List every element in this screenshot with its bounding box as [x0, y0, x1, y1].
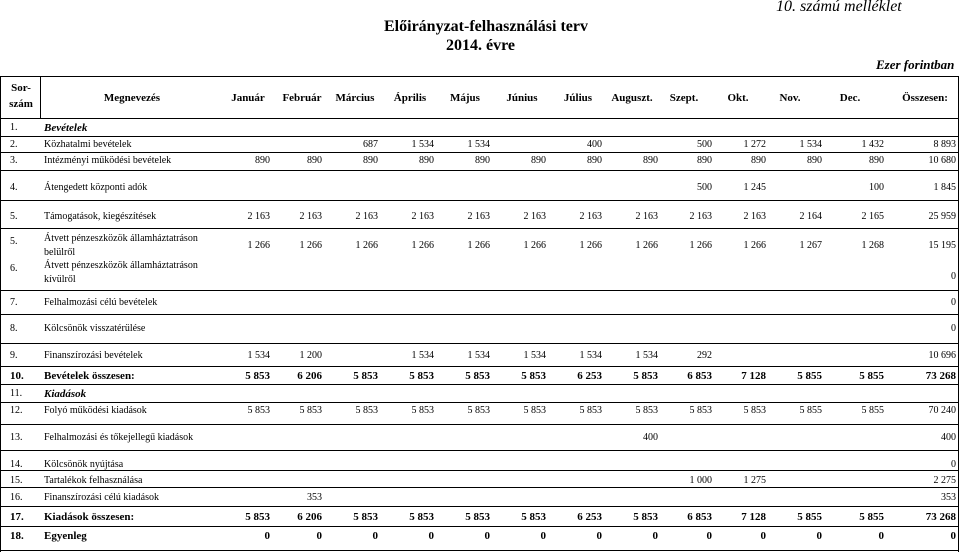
value-cell: 890	[587, 155, 602, 166]
value-cell: 5 855	[797, 511, 822, 523]
value-cell: 6 253	[577, 370, 602, 382]
row-label: Közhatalmi bevételek	[44, 139, 132, 150]
value-cell: 6 853	[687, 511, 712, 523]
value-cell: 2 164	[799, 211, 822, 222]
value-cell: 0	[878, 530, 884, 542]
row-label: Felhalmozási és tőkejellegű kiadások	[44, 432, 194, 443]
value-cell: 5 853	[465, 511, 490, 523]
month-header: Július	[563, 92, 593, 104]
value-cell: 5 853	[467, 405, 490, 416]
value-cell: 1 534	[523, 350, 546, 361]
value-cell: 1 266	[743, 240, 766, 251]
value-cell: 5 853	[743, 405, 766, 416]
header-divider	[40, 76, 41, 118]
row-label: Átvett pénzeszközök államháztatráson kívülről	[44, 260, 198, 285]
row-separator	[0, 450, 958, 451]
value-cell: 1 266	[635, 240, 658, 251]
value-cell: 500	[697, 139, 712, 150]
row-number: 1.	[10, 122, 18, 133]
row-number: 10.	[10, 370, 24, 382]
value-cell: 890	[419, 155, 434, 166]
value-cell: 1 200	[299, 350, 322, 361]
row-number: 13.	[10, 432, 23, 443]
month-header: Április	[393, 92, 427, 104]
value-cell: 1 266	[579, 240, 602, 251]
value-cell: 1 534	[635, 350, 658, 361]
value-cell: 890	[363, 155, 378, 166]
row-number: 5.	[10, 211, 18, 222]
row-separator	[0, 314, 958, 315]
value-cell: 2 163	[579, 211, 602, 222]
value-cell: 1 534	[467, 139, 490, 150]
value-cell: 5 853	[633, 370, 658, 382]
total-cell: 10 696	[928, 350, 956, 361]
row-label: Bevételek összesen:	[44, 370, 135, 382]
row-separator	[0, 506, 958, 507]
value-cell: 1 534	[799, 139, 822, 150]
total-header: Összesen:	[902, 92, 948, 104]
total-cell: 73 268	[925, 511, 956, 523]
row-separator	[0, 152, 958, 153]
value-cell: 890	[255, 155, 270, 166]
value-cell: 5 853	[411, 405, 434, 416]
row-label: Finanszírozási bevételek	[44, 350, 143, 361]
row-number: 8.	[10, 323, 18, 334]
value-cell: 5 853	[247, 405, 270, 416]
value-cell: 5 853	[523, 405, 546, 416]
row-label: Támogatások, kiegészítések	[44, 211, 157, 222]
value-cell: 0	[428, 530, 434, 542]
value-cell: 2 163	[299, 211, 322, 222]
row-label: Kölcsönök nyújtása	[44, 459, 124, 470]
value-cell: 5 855	[799, 405, 822, 416]
value-cell: 6 253	[577, 511, 602, 523]
value-cell: 5 855	[861, 405, 884, 416]
value-cell: 0	[652, 530, 658, 542]
value-cell: 890	[307, 155, 322, 166]
row-separator	[0, 470, 958, 471]
row-label: Átengedett központi adók	[44, 182, 148, 193]
value-cell: 890	[807, 155, 822, 166]
value-cell: 5 853	[409, 511, 434, 523]
value-cell: 1 268	[861, 240, 884, 251]
row-number: 16.	[10, 492, 23, 503]
value-cell: 1 432	[861, 139, 884, 150]
value-cell: 5 853	[353, 370, 378, 382]
total-cell: 0	[951, 297, 956, 308]
value-cell: 1 534	[411, 139, 434, 150]
value-cell: 2 163	[743, 211, 766, 222]
row-label-line2: kívülről	[44, 274, 76, 285]
value-cell: 1 266	[411, 240, 434, 251]
row-separator	[0, 290, 958, 291]
row-label: Finanszírozási célú kiadások	[44, 492, 159, 503]
month-header: Január	[231, 92, 265, 104]
total-cell: 0	[951, 459, 956, 470]
table-bottom-border	[0, 550, 958, 551]
row-label: Felhalmozási célú bevételek	[44, 297, 158, 308]
row-label: Egyenleg	[44, 530, 87, 542]
month-header: Nov.	[779, 92, 801, 104]
value-cell: 2 163	[247, 211, 270, 222]
value-cell: 0	[816, 530, 822, 542]
value-cell: 5 855	[797, 370, 822, 382]
value-cell: 0	[316, 530, 322, 542]
value-cell: 0	[596, 530, 602, 542]
total-cell: 8 893	[933, 139, 956, 150]
value-cell: 5 853	[635, 405, 658, 416]
total-cell: 0	[950, 530, 956, 542]
row-number: 18.	[10, 530, 24, 542]
value-cell: 890	[869, 155, 884, 166]
unit-label: Ezer forintban	[876, 57, 955, 72]
row-number: 11.	[10, 388, 23, 399]
month-header: Auguszt.	[611, 92, 653, 104]
row-separator	[0, 343, 958, 344]
row-separator	[0, 384, 958, 385]
month-header: Május	[450, 92, 480, 104]
total-cell: 353	[941, 492, 956, 503]
value-cell: 5 853	[355, 405, 378, 416]
value-cell: 0	[540, 530, 546, 542]
total-cell: 2 275	[933, 475, 956, 486]
total-cell: 10 680	[928, 155, 956, 166]
value-cell: 5 855	[859, 511, 884, 523]
value-cell: 890	[643, 155, 658, 166]
value-cell: 5 853	[409, 370, 434, 382]
row-separator	[0, 366, 958, 367]
value-cell: 1 275	[743, 475, 766, 486]
row-label: Intézményi működési bevételek	[44, 155, 172, 166]
value-cell: 1 534	[411, 350, 434, 361]
value-cell: 1 266	[523, 240, 546, 251]
value-cell: 292	[697, 350, 712, 361]
row-number: 2.	[10, 139, 18, 150]
row-label: Bevételek	[44, 122, 88, 134]
value-cell: 5 853	[689, 405, 712, 416]
annex-label: 10. számú melléklet	[776, 0, 902, 15]
value-cell: 353	[307, 492, 322, 503]
value-cell: 5 853	[465, 370, 490, 382]
row-label: Kiadások	[44, 388, 87, 400]
header-top-border	[0, 76, 958, 77]
total-cell: 0	[951, 271, 956, 282]
value-cell: 100	[869, 182, 884, 193]
row-label-line2: belülről	[44, 247, 76, 258]
value-cell: 2 163	[355, 211, 378, 222]
value-cell: 0	[372, 530, 378, 542]
value-cell: 2 163	[523, 211, 546, 222]
table-right-border	[958, 76, 959, 552]
value-cell: 5 853	[245, 370, 270, 382]
value-cell: 5 853	[299, 405, 322, 416]
row-number: 6.	[10, 263, 18, 274]
row-label: Folyó működési kiadások	[44, 405, 147, 416]
value-cell: 7 128	[741, 370, 766, 382]
value-cell: 500	[697, 182, 712, 193]
value-cell: 890	[531, 155, 546, 166]
value-cell: 0	[706, 530, 712, 542]
value-cell: 400	[643, 432, 658, 443]
row-label: Kölcsönök visszatérülése	[44, 323, 146, 334]
row-label: Átvett pénzeszközök államháztatráson belülről	[44, 233, 198, 258]
month-header: Március	[335, 92, 375, 104]
row-separator	[0, 228, 958, 229]
value-cell: 7 128	[741, 511, 766, 523]
value-cell: 2 163	[635, 211, 658, 222]
value-cell: 1 267	[799, 240, 822, 251]
total-cell: 73 268	[925, 370, 956, 382]
sorszam-header-line2: szám	[9, 98, 33, 110]
row-number: 9.	[10, 350, 18, 361]
value-cell: 890	[475, 155, 490, 166]
page-subtitle: 2014. évre	[446, 37, 516, 54]
value-cell: 6 853	[687, 370, 712, 382]
value-cell: 5 853	[579, 405, 602, 416]
row-separator	[0, 402, 958, 403]
value-cell: 1 534	[579, 350, 602, 361]
value-cell: 400	[587, 139, 602, 150]
value-cell: 1 534	[247, 350, 270, 361]
row-number: 4.	[10, 182, 18, 193]
row-number: 17.	[10, 511, 24, 523]
value-cell: 1 266	[689, 240, 712, 251]
value-cell: 0	[264, 530, 270, 542]
row-separator	[0, 487, 958, 488]
row-separator	[0, 424, 958, 425]
value-cell: 5 853	[521, 511, 546, 523]
total-cell: 15 195	[928, 240, 956, 251]
total-cell: 0	[951, 323, 956, 334]
total-cell: 400	[941, 432, 956, 443]
row-label: Kiadások összesen:	[44, 511, 135, 523]
value-cell: 1 266	[247, 240, 270, 251]
row-number: 12.	[10, 405, 23, 416]
total-cell: 25 959	[928, 211, 956, 222]
value-cell: 5 855	[859, 370, 884, 382]
row-separator	[0, 170, 958, 171]
row-separator	[0, 526, 958, 527]
value-cell: 1 266	[299, 240, 322, 251]
value-cell: 1 534	[467, 350, 490, 361]
row-number: 15.	[10, 475, 23, 486]
value-cell: 5 853	[521, 370, 546, 382]
value-cell: 890	[697, 155, 712, 166]
value-cell: 2 165	[861, 211, 884, 222]
value-cell: 5 853	[353, 511, 378, 523]
sorszam-header-line1: Sor-	[11, 82, 31, 94]
row-separator	[0, 136, 958, 137]
value-cell: 6 206	[297, 370, 322, 382]
value-cell: 2 163	[689, 211, 712, 222]
month-header: Dec.	[839, 92, 861, 104]
month-header: Okt.	[727, 92, 749, 104]
month-header: Szept.	[669, 92, 699, 104]
row-number: 14.	[10, 459, 23, 470]
value-cell: 0	[760, 530, 766, 542]
row-number: 5.	[10, 236, 18, 247]
value-cell: 6 206	[297, 511, 322, 523]
value-cell: 1 000	[689, 475, 712, 486]
row-label: Tartalékok felhasználása	[44, 475, 143, 486]
header-bottom-border	[0, 118, 958, 119]
month-header: Június	[506, 92, 538, 104]
value-cell: 0	[484, 530, 490, 542]
value-cell: 1 266	[467, 240, 490, 251]
value-cell: 2 163	[467, 211, 490, 222]
value-cell: 5 853	[245, 511, 270, 523]
value-cell: 1 245	[743, 182, 766, 193]
row-number: 7.	[10, 297, 18, 308]
value-cell: 1 272	[743, 139, 766, 150]
value-cell: 1 266	[355, 240, 378, 251]
value-cell: 687	[363, 139, 378, 150]
row-separator	[0, 200, 958, 201]
megnevezes-header: Megnevezés	[103, 92, 161, 104]
total-cell: 70 240	[928, 405, 956, 416]
month-header: Február	[282, 92, 322, 104]
page-title: Előirányzat-felhasználási terv	[384, 18, 588, 35]
total-cell: 1 845	[933, 182, 956, 193]
row-number: 3.	[10, 155, 18, 166]
value-cell: 5 853	[633, 511, 658, 523]
value-cell: 890	[751, 155, 766, 166]
value-cell: 2 163	[411, 211, 434, 222]
